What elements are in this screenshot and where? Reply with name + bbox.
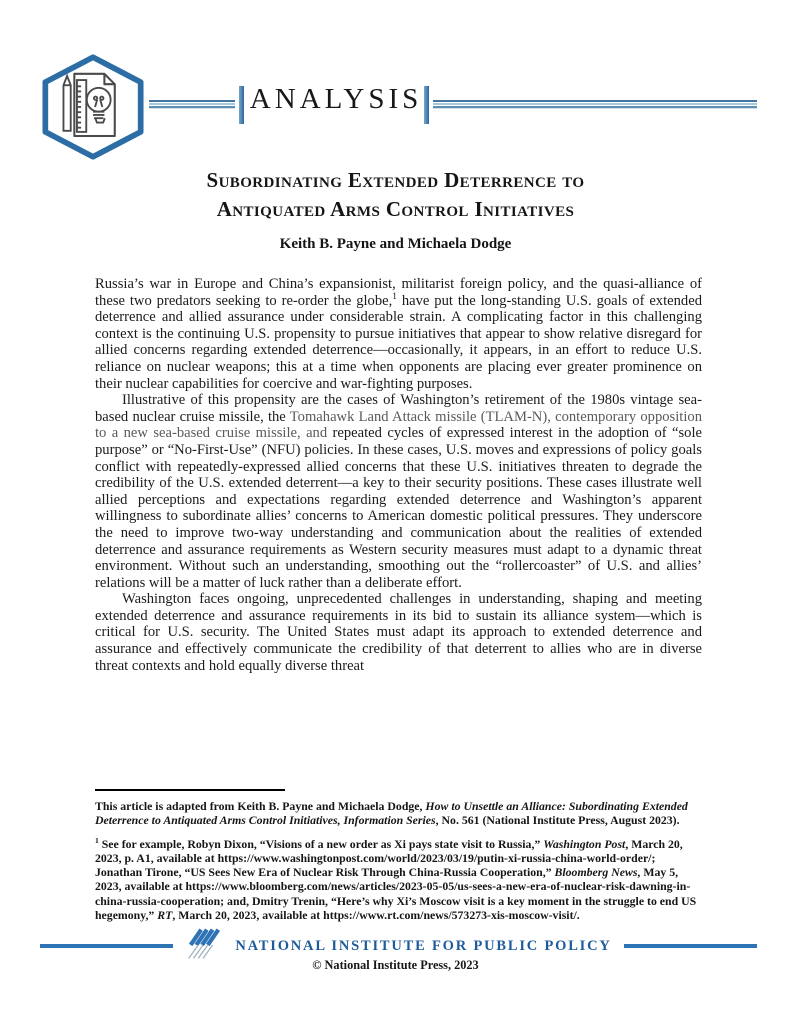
article-body xyxy=(95,276,702,674)
analysis-banner-label: ANALYSIS xyxy=(249,83,423,115)
body-paragraph: Russia’s war in Europe and China’s expansionist, militarist foreign policy, and the quasi-alliance of these two predators seeking to re-order the globe,$^1$ have put the long-standing U.S. goals of extended deterrence and allied assurance under considerable strain. A complicating factor in this challenging context is the continuing U.S. propensity to pursue initiatives that appear to show relative disregard for allied concerns regarding extended deterrence—occasionally, it appears, in an effort to reduce U.S. reliance on nuclear weapons; this at a time when opponents are placing ever greater prominence on their nuclear capabilities for coercive and war-fighting purposes. xyxy=(95,276,702,392)
body-paragraph: Washington faces ongoing, unprecedented challenges in understanding, shaping and meeting extended deterrence and assurance requirements in its bid to sustain its alliance system—which is critical for U.S. security. The United States must adapt its approach to extended deterrence and assurance and effectively communicate the credibility of that deterrent to allies who are in diverse threat contexts and hold equally diverse threat xyxy=(95,591,702,674)
footnote-separator xyxy=(95,789,285,791)
article-title xyxy=(0,166,791,224)
article-title-line2: Antiquated Arms Control Initiatives xyxy=(216,197,575,221)
body-paragraph: Illustrative of this propensity are the cases of Washington’s retirement of the 1980s vintage sea-based nuclear cruise missile, the Tomahawk Land Attack missile (TLAM-N), contemporary opposition to a new sea-based cruise missile, and repeated cycles of expressed interest in the adoption of “sole purpose” or “No-First-Use” (NFU) policies. In these cases, U.S. moves and expressions of policy goals conflict with repeatedly-expressed allied concerns that these U.S. initiatives threaten to degrade the credibility of the U.S. extended deterrent—a key to their security positions. These cases illustrate well allied perceptions and expectations regarding extended deterrence and Washington’s apparent willingness to subordinate allies’ concerns to American domestic political pressures. They underscore the need to improve two-way understanding and communication about the realities of extended deterrence and assurance requirements as Western security measures must adapt to a dynamic threat environment. Without such an understanding, smoothing out the “rollercoaster” of U.S. and allies’ relations will be a matter of luck rather than a deliberate effort. xyxy=(95,392,702,591)
header-bar-left xyxy=(239,86,244,124)
footer-org-name: NATIONAL INSTITUTE FOR PUBLIC POLICY xyxy=(235,937,612,954)
hexagon-pencil-bulb-logo-icon xyxy=(36,54,150,165)
footnote-adapted-from: This article is adapted from Keith B. Payne and Michaela Dodge, How to Unsettle an Alliance: Subordinating Extended Deterrence to Antiquated Arms Control Initiatives, Information Series, No. 561 (National Institute Press, August 2023). xyxy=(95,799,688,828)
copyright-notice: © National Institute Press, 2023 xyxy=(312,958,479,972)
article-title-line1: Subordinating Extended Deterrence to xyxy=(206,168,585,192)
header-line-right xyxy=(433,100,757,109)
article-authors: Keith B. Payne and Michaela Dodge xyxy=(279,236,512,252)
footnote-1: $^1$ See for example, Robyn Dixon, “Visions of a new order as Xi pays state visit to Russia,” Washington Post, March 20, 2023, p. A1, available at https://www.washingtonpost.com/world/2023/03/19/putin-xi-russia-china-world-order/; Jonathan Tirone, “US Sees New Era of Nuclear Risk Through China-Russia Cooperation,” Bloomberg News, May 5, 2023, available at https://www.bloomberg.com/news/articles/2023-05-05/us-sees-a-new-era-of-nuclear-risk-dawning-in-china-russia-cooperation; and, Dmitry Trenin, “Here’s why Xi’s Moscow visit is a key moment in the struggle to end US hegemony,” RT, March 20, 2023, available at https://www.rt.com/news/573273-xis-moscow-visit/. xyxy=(95,835,697,923)
footer-line-left xyxy=(40,944,173,948)
header-bar-right xyxy=(424,86,429,124)
footnote-section xyxy=(95,789,702,931)
footer-line-right xyxy=(624,944,757,948)
header-line-left xyxy=(149,100,235,109)
